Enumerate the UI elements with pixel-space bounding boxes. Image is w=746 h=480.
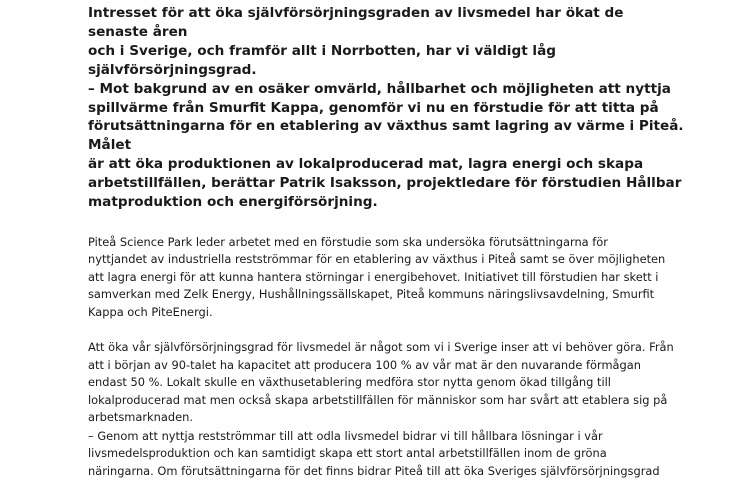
body-paragraph: Piteå Science Park leder arbetet med en förstudie som ska undersöka förutsättningarna för nyttjandet av industriella restströmmar för en etablering av växthus i Piteå samt se över möjligheten att lagra energi för att kunna hantera störningar i energibehovet. Initiativet till förstudien har skett i samverkan med Zelk Energy, Hushållningssällskapet, Piteå kommuns näringslivsavdelning, Smurfit Kappa och PiteEnergi.	[88, 234, 666, 319]
lead-paragraph: Intresset för att öka självförsörjningsgraden av livsmedel har ökat de senaste åren och i Sverige, och framför allt i Norrbotten, har vi väldigt låg självförsörjningsgrad. – Mot bakgrund av en osäker omvärld, hållbarhet och möjligheten att nyttja spillvärme från Smurfit Kappa, genomför vi nu en förstudie för att titta på förutsättningarna för en etablering av växthus samt lagring av värme i Piteå. Målet är att öka produktionen av lokalproducerad mat, lagra energi och skapa arbetstillfällen, berättar Patrik Isaksson, projektledare för förstudien Hållbar matproduktion och energiförsörjning.	[88, 5, 684, 211]
body-paragraph-quote: – Genom att nyttja restströmmar till att odla livsmedel bidrar vi till hållbara lösningar i vår livsmedelsproduktion och kan samtidigt skapa ett stort antal arbetstillfällen inom de gröna näringarna. Om förutsättningarna för det finns bidrar Piteå till att öka Sveriges självförsörjningsgrad	[88, 428, 660, 478]
article-body	[88, 0, 688, 480]
body-paragraph: Att öka vår självförsörjningsgrad för livsmedel är något som vi i Sverige inser att vi behöver göra. Från att i början av 90-talet ha kapacitet att producera 100 % av vår mat är den nuvarande förmågan endast 50 %. Lokalt skulle en växthusetablering medföra stor nytta genom ökad tillgång till lokalproducerad mat men också skapa arbetstillfällen för människor som har svårt att etablera sig på arbetsmarknaden.	[88, 340, 674, 425]
